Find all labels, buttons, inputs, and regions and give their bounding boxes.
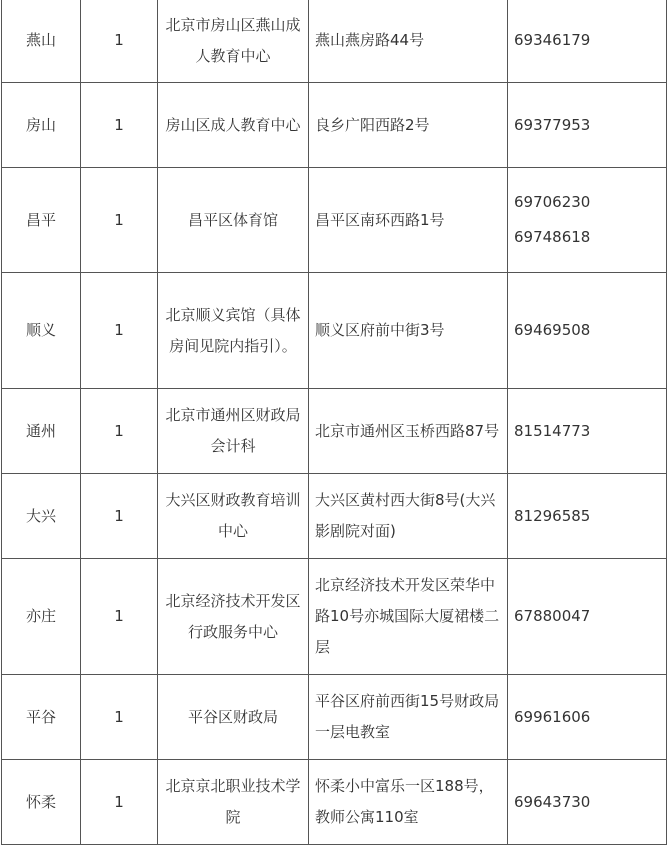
count-cell: 1 [81,675,158,760]
count-cell: 1 [81,273,158,389]
phone-cell [508,474,667,559]
phone-cell [508,273,667,389]
phone-cell [508,168,667,273]
count-cell: 1 [81,474,158,559]
address-cell: 北京市通州区玉桥西路87号 [309,389,508,474]
exam-sites-table [1,0,667,845]
table-row [2,474,667,559]
district-cell: 怀柔 [2,760,81,845]
venue-cell: 北京经济技术开发区行政服务中心 [158,559,309,675]
district-cell: 顺义 [2,273,81,389]
table-body [2,0,667,845]
table-row [2,559,667,675]
phone-cell [508,83,667,168]
venue-cell: 北京京北职业技术学院 [158,760,309,845]
count-cell: 1 [81,83,158,168]
district-cell: 亦庄 [2,559,81,675]
phone-number: 69469508 [514,321,591,339]
table-row [2,273,667,389]
count-cell: 1 [81,389,158,474]
table-row [2,83,667,168]
venue-cell: 北京市房山区燕山成人教育中心 [158,0,309,83]
table-row [2,675,667,760]
phone-number: 69748618 [514,228,591,246]
table-row [2,168,667,273]
count-cell: 1 [81,168,158,273]
phone-cell [508,675,667,760]
phone-number: 69643730 [514,792,591,811]
phone-number: 69706230 [514,193,591,211]
phone-cell [508,389,667,474]
venue-cell: 北京市通州区财政局会计科 [158,389,309,474]
venue-cell: 房山区成人教育中心 [158,83,309,168]
address-cell: 怀柔小中富乐一区188号，教师公寓110室 [309,760,508,845]
count-cell: 1 [81,760,158,845]
table-row [2,760,667,845]
count-cell: 1 [81,0,158,83]
table-row [2,0,667,83]
address-cell: 燕山燕房路44号 [309,0,508,83]
district-cell: 通州 [2,389,81,474]
address-cell: 北京经济技术开发区荣华中路10号亦城国际大厦裙楼二层 [309,559,508,675]
address-cell: 昌平区南环西路1号 [309,168,508,273]
table-row [2,389,667,474]
address-cell: 良乡广阳西路2号 [309,83,508,168]
district-cell: 燕山 [2,0,81,83]
phone-cell [508,760,667,845]
address-cell: 平谷区府前西街15号财政局一层电教室 [309,675,508,760]
district-cell: 房山 [2,83,81,168]
count-cell: 1 [81,559,158,675]
address-cell: 顺义区府前中街3号 [309,273,508,389]
district-cell: 平谷 [2,675,81,760]
venue-cell: 北京顺义宾馆（具体房间见院内指引）。 [158,273,309,389]
phone-number: 69346179 [514,31,591,49]
phone-cell [508,0,667,83]
phone-number: 81514773 [514,421,591,440]
address-cell: 大兴区黄村西大街8号(大兴影剧院对面) [309,474,508,559]
phone-number: 69377953 [514,115,591,134]
venue-cell: 大兴区财政教育培训中心 [158,474,309,559]
district-cell: 昌平 [2,168,81,273]
venue-cell: 昌平区体育馆 [158,168,309,273]
phone-number: 81296585 [514,506,591,525]
phone-number: 67880047 [514,607,591,625]
venue-cell: 平谷区财政局 [158,675,309,760]
phone-number: 69961606 [514,707,591,726]
phone-cell [508,559,667,675]
district-cell: 大兴 [2,474,81,559]
